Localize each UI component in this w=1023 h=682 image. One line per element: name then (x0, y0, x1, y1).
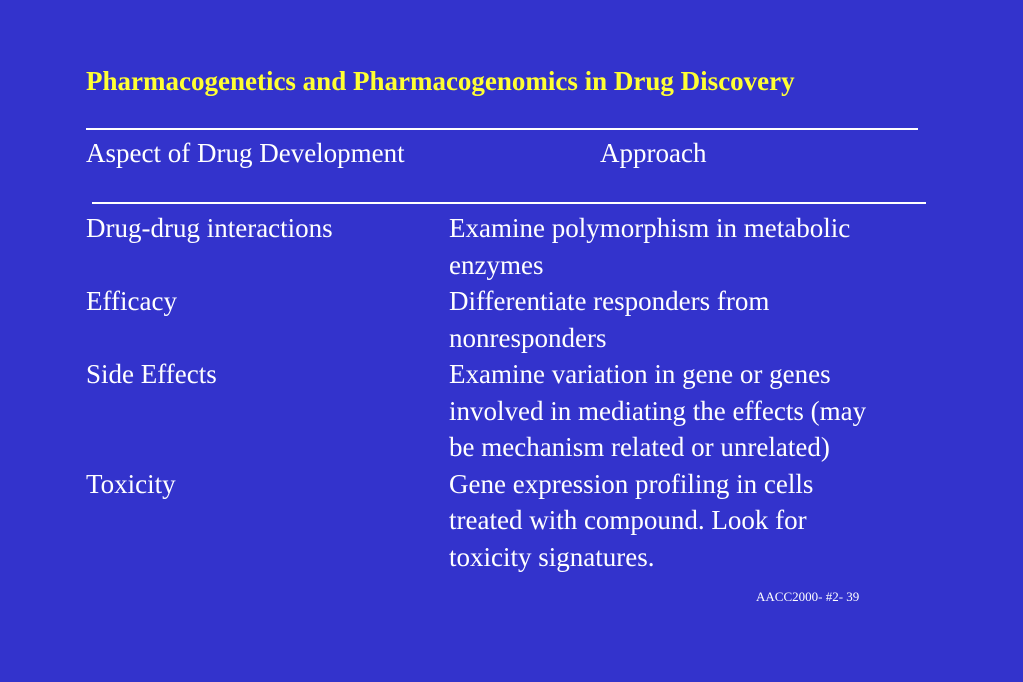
table-row (86, 210, 966, 283)
table-body (86, 210, 966, 575)
slide-title: Pharmacogenetics and Pharmacogenomics in Drug Discovery (86, 66, 795, 96)
row-aspect-drug-drug-interactions: Drug-drug interactions (86, 213, 333, 243)
approach-line: Examine polymorphism in metabolic (449, 213, 851, 243)
table-row (86, 356, 966, 466)
row-approach (449, 210, 919, 283)
header-aspect: Aspect of Drug Development (86, 138, 405, 168)
header-divider (92, 202, 926, 204)
slide-footer: AACC2000- #2- 39 (756, 589, 860, 604)
table-row (86, 466, 966, 576)
row-aspect-side-effects: Side Effects (86, 359, 217, 389)
table-row (86, 283, 966, 356)
row-approach (449, 466, 919, 576)
approach-line: toxicity signatures. (449, 541, 655, 572)
approach-line: nonresponders (449, 322, 607, 353)
header-approach: Approach (600, 138, 707, 168)
approach-line: enzymes (449, 249, 544, 280)
top-divider (86, 128, 918, 130)
approach-line: Gene expression profiling in cells (449, 468, 814, 499)
row-aspect-toxicity: Toxicity (86, 468, 176, 499)
approach-line: Differentiate responders from (449, 286, 770, 316)
approach-line: involved in mediating the effects (may (449, 395, 867, 426)
row-approach (449, 283, 919, 356)
approach-line: be mechanism related or unrelated) (449, 432, 830, 462)
approach-line: Examine variation in gene or genes (449, 359, 831, 389)
row-approach (449, 356, 919, 466)
approach-line: treated with compound. Look for (449, 505, 807, 535)
row-aspect-efficacy: Efficacy (86, 286, 177, 316)
